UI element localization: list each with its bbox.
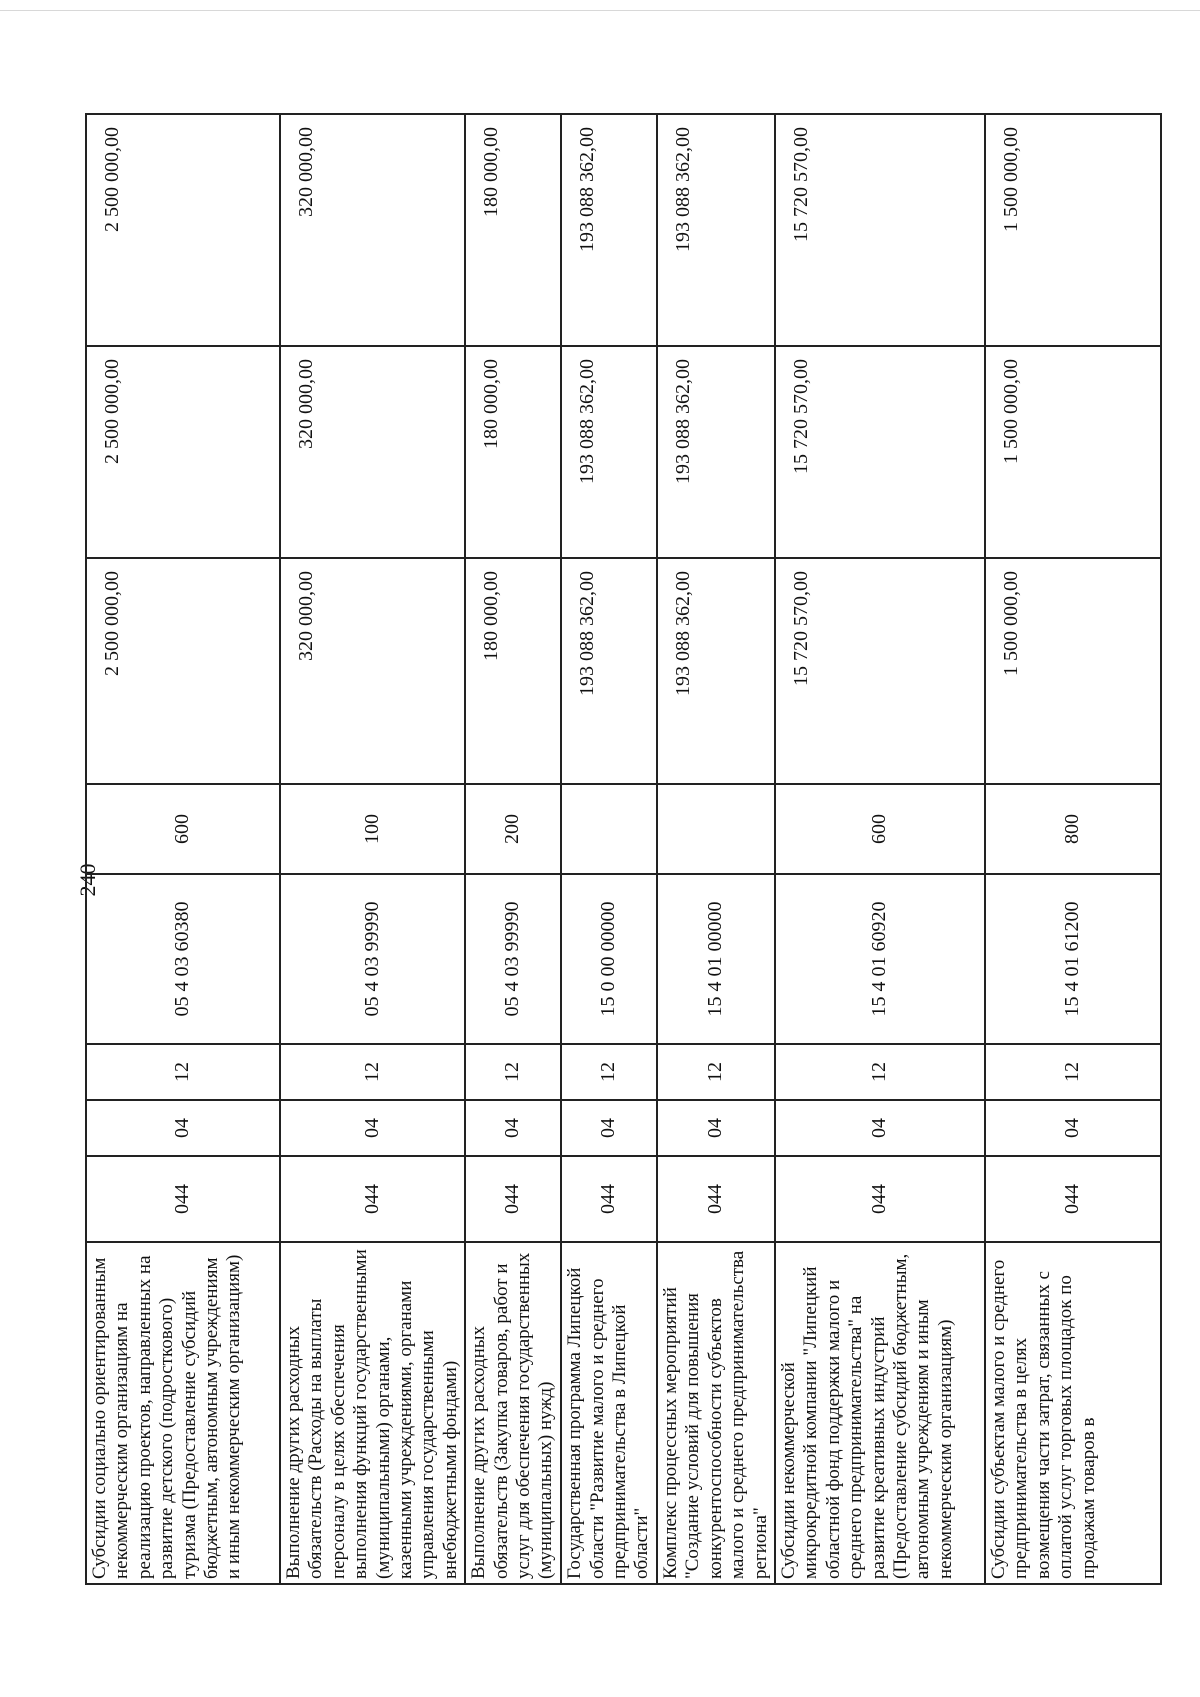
section-code: 04 [86, 1100, 280, 1156]
section-code: 04 [657, 1100, 775, 1156]
row-name: Субсидии некоммерческой микрокредитной компании "Липецкий областной фонд поддержки малого и среднего предпринимательства" на развитие креативных индустрий (Предоставление субсидий бюджетным, автономным учреждениям и иным некоммерческим организациям) [775, 1242, 985, 1584]
amount-2: 2 500 000,00 [86, 346, 280, 558]
amount-3: 1 500 000,00 [985, 114, 1161, 346]
amount-2: 180 000,00 [465, 346, 561, 558]
row-name: Государственная программа Липецкой области "Развитие малого и среднего предпринимательства в Липецкой области" [561, 1242, 657, 1584]
ministry-code: 044 [86, 1156, 280, 1242]
expense-type: 200 [465, 784, 561, 874]
target-article: 05 4 03 99990 [465, 874, 561, 1044]
row-name: Комплекс процессных мероприятий "Создание условий для повышения конкурентоспособности субъектов малого и среднего предпринимательства региона" [657, 1242, 775, 1584]
subsection-code: 12 [86, 1044, 280, 1100]
ministry-code: 044 [657, 1156, 775, 1242]
ministry-code: 044 [561, 1156, 657, 1242]
target-article: 05 4 03 60380 [86, 874, 280, 1044]
table-row [985, 114, 1161, 1584]
page-number: 240 [75, 863, 100, 897]
target-article: 15 4 01 00000 [657, 874, 775, 1044]
expense-type: 600 [86, 784, 280, 874]
amount-1: 2 500 000,00 [86, 558, 280, 784]
subsection-code: 12 [775, 1044, 985, 1100]
section-code: 04 [465, 1100, 561, 1156]
amount-3: 193 088 362,00 [657, 114, 775, 346]
section-code: 04 [561, 1100, 657, 1156]
amount-1: 193 088 362,00 [561, 558, 657, 784]
section-code: 04 [280, 1100, 465, 1156]
amount-2: 15 720 570,00 [775, 346, 985, 558]
subsection-code: 12 [657, 1044, 775, 1100]
ministry-code: 044 [985, 1156, 1161, 1242]
amount-3: 193 088 362,00 [561, 114, 657, 346]
target-article: 15 4 01 60920 [775, 874, 985, 1044]
row-name: Выполнение других расходных обязательств (Закупка товаров, работ и услуг для обеспечения государственных (муниципальных) нужд) [465, 1242, 561, 1584]
ministry-code: 044 [280, 1156, 465, 1242]
table-row [657, 114, 775, 1584]
table-row [775, 114, 985, 1584]
subsection-code: 12 [985, 1044, 1161, 1100]
amount-1: 180 000,00 [465, 558, 561, 784]
amount-3: 320 000,00 [280, 114, 465, 346]
expense-type [561, 784, 657, 874]
target-article: 05 4 03 99990 [280, 874, 465, 1044]
subsection-code: 12 [465, 1044, 561, 1100]
amount-2: 193 088 362,00 [561, 346, 657, 558]
expense-type: 100 [280, 784, 465, 874]
expense-type: 600 [775, 784, 985, 874]
expense-type: 800 [985, 784, 1161, 874]
amount-3: 2 500 000,00 [86, 114, 280, 346]
amount-2: 1 500 000,00 [985, 346, 1161, 558]
amount-1: 320 000,00 [280, 558, 465, 784]
table-row [280, 114, 465, 1584]
section-code: 04 [775, 1100, 985, 1156]
amount-2: 320 000,00 [280, 346, 465, 558]
subsection-code: 12 [561, 1044, 657, 1100]
ministry-code: 044 [465, 1156, 561, 1242]
section-code: 04 [985, 1100, 1161, 1156]
table-row [465, 114, 561, 1584]
amount-2: 193 088 362,00 [657, 346, 775, 558]
row-name: Субсидии социально ориентированным некоммерческим организациям на реализацию проектов, направленных на развитие детского (подросткового) туризма (Предоставление субсидий бюджетным, автономным учреждениям и иным некоммерческим организациям) [86, 1242, 280, 1584]
amount-3: 180 000,00 [465, 114, 561, 346]
table-row [561, 114, 657, 1584]
row-name: Субсидии субъектам малого и среднего предпринимательства в целях возмещения части затрат, связанных с оплатой услуг торговых площадок по продажам товаров в [985, 1242, 1161, 1584]
row-name: Выполнение других расходных обязательств (Расходы на выплаты персоналу в целях обеспечения выполнения функций государственными (муниципальными) органами, казенными учреждениями, органами управления государственными внебюджетными фондами) [280, 1242, 465, 1584]
amount-1: 1 500 000,00 [985, 558, 1161, 784]
target-article: 15 0 00 00000 [561, 874, 657, 1044]
subsection-code: 12 [280, 1044, 465, 1100]
table-row [86, 114, 280, 1584]
expense-type [657, 784, 775, 874]
ministry-code: 044 [775, 1156, 985, 1242]
scan-top-edge [0, 10, 1200, 11]
target-article: 15 4 01 61200 [985, 874, 1161, 1044]
amount-3: 15 720 570,00 [775, 114, 985, 346]
budget-table [85, 113, 1162, 1585]
rotated-table-wrapper [85, 115, 1115, 1585]
amount-1: 193 088 362,00 [657, 558, 775, 784]
amount-1: 15 720 570,00 [775, 558, 985, 784]
